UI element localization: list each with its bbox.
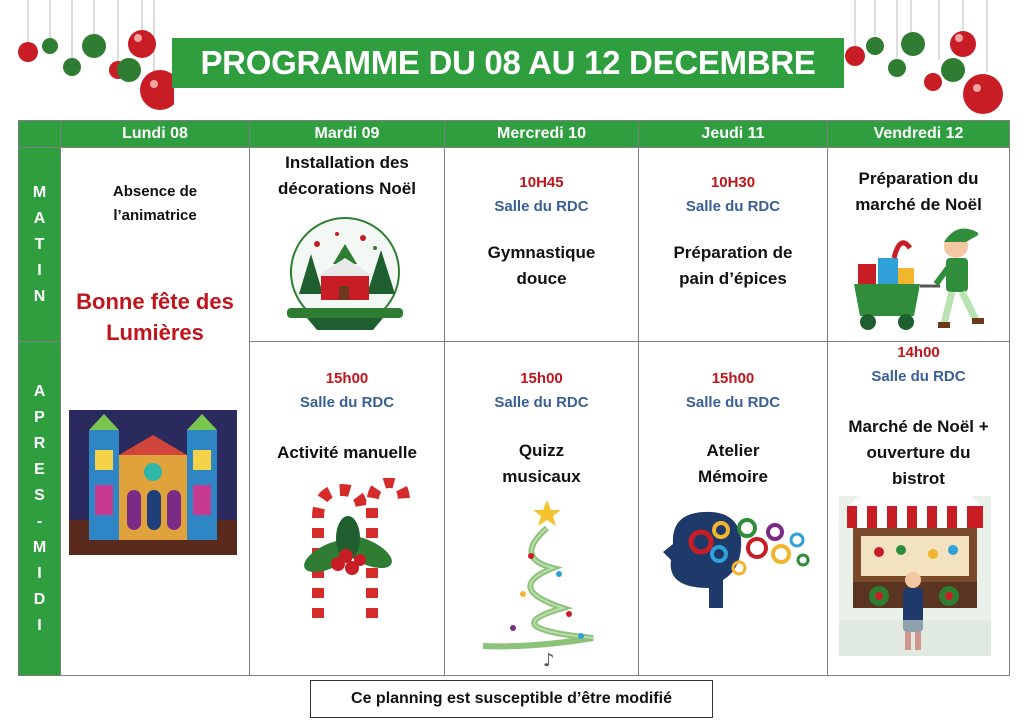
friday-morning-activity: Préparation du marché de Noël: [855, 169, 982, 214]
tuesday-afternoon-cell: [250, 342, 445, 676]
christmas-baubles-right-icon: [841, 0, 1006, 120]
wednesday-afternoon-room: Salle du RDC: [494, 394, 589, 411]
thursday-morning-time: 10H30: [710, 174, 756, 191]
corner-cell: [19, 121, 61, 148]
market-stall-icon: [839, 496, 991, 656]
wednesday-morning-room: Salle du RDC: [494, 198, 589, 215]
gear-head-icon: [657, 508, 817, 612]
tuesday-afternoon-room: Salle du RDC: [299, 394, 395, 411]
wednesday-afternoon-time: 15h00: [520, 370, 563, 387]
tuesday-afternoon-activity: Activité manuelle: [277, 443, 417, 462]
friday-morning-cell: [828, 148, 1010, 342]
wednesday-morning-activity: Gymnastique douce: [487, 243, 596, 288]
monday-cell: [61, 148, 250, 676]
thursday-afternoon-activity: Atelier Mémoire: [698, 441, 768, 486]
thursday-morning-cell: [639, 148, 828, 342]
wednesday-afternoon-cell: [445, 342, 639, 676]
weekly-schedule-table: [18, 120, 1010, 676]
thursday-afternoon-room: Salle du RDC: [685, 394, 781, 411]
footer-note: Ce planning est susceptible d’être modifié: [310, 680, 713, 718]
thursday-morning-room: Salle du RDC: [685, 198, 781, 215]
page-title: PROGRAMME DU 08 AU 12 DECEMBRE: [172, 38, 844, 88]
day-header-tuesday: Mardi 09: [250, 121, 445, 148]
day-header-wednesday: Mercredi 10: [445, 121, 639, 148]
thursday-afternoon-cell: [639, 342, 828, 676]
day-header-friday: Vendredi 12: [828, 121, 1010, 148]
wednesday-morning-time: 10H45: [519, 174, 564, 191]
thursday-morning-activity: Préparation de pain d’épices: [673, 243, 793, 288]
afternoon-label: A P R E S - M I D I: [19, 342, 61, 676]
monday-festival-text: Bonne fête des Lumières: [76, 289, 234, 345]
day-header-monday: Lundi 08: [61, 121, 250, 148]
day-header-thursday: Jeudi 11: [639, 121, 828, 148]
monday-absence-text: Absence de l’animatrice: [112, 183, 198, 224]
tuesday-afternoon-time: 15h00: [325, 370, 369, 387]
friday-afternoon-activity: Marché de Noël + ouverture du bistrot: [848, 417, 989, 488]
christmas-baubles-left-icon: [14, 0, 174, 115]
candy-canes-icon: [280, 478, 410, 626]
tuesday-morning-activity: Installation des décorations Noël: [278, 153, 416, 198]
svg-text:♪: ♪: [543, 650, 555, 670]
wednesday-afternoon-activity: Quizz musicaux: [502, 441, 581, 486]
friday-afternoon-cell: [828, 342, 1010, 676]
friday-afternoon-room: Salle du RDC: [871, 368, 966, 385]
basilica-lights-image: [69, 410, 237, 555]
friday-afternoon-time: 14h00: [897, 344, 940, 361]
elf-cart-icon: [848, 224, 992, 336]
morning-label: M A T I N: [19, 148, 61, 342]
snow-globe-icon: [277, 214, 413, 332]
thursday-afternoon-time: 15h00: [711, 370, 755, 387]
wednesday-morning-cell: [445, 148, 639, 342]
music-tree-icon: [473, 498, 609, 670]
tuesday-morning-cell: [250, 148, 445, 342]
